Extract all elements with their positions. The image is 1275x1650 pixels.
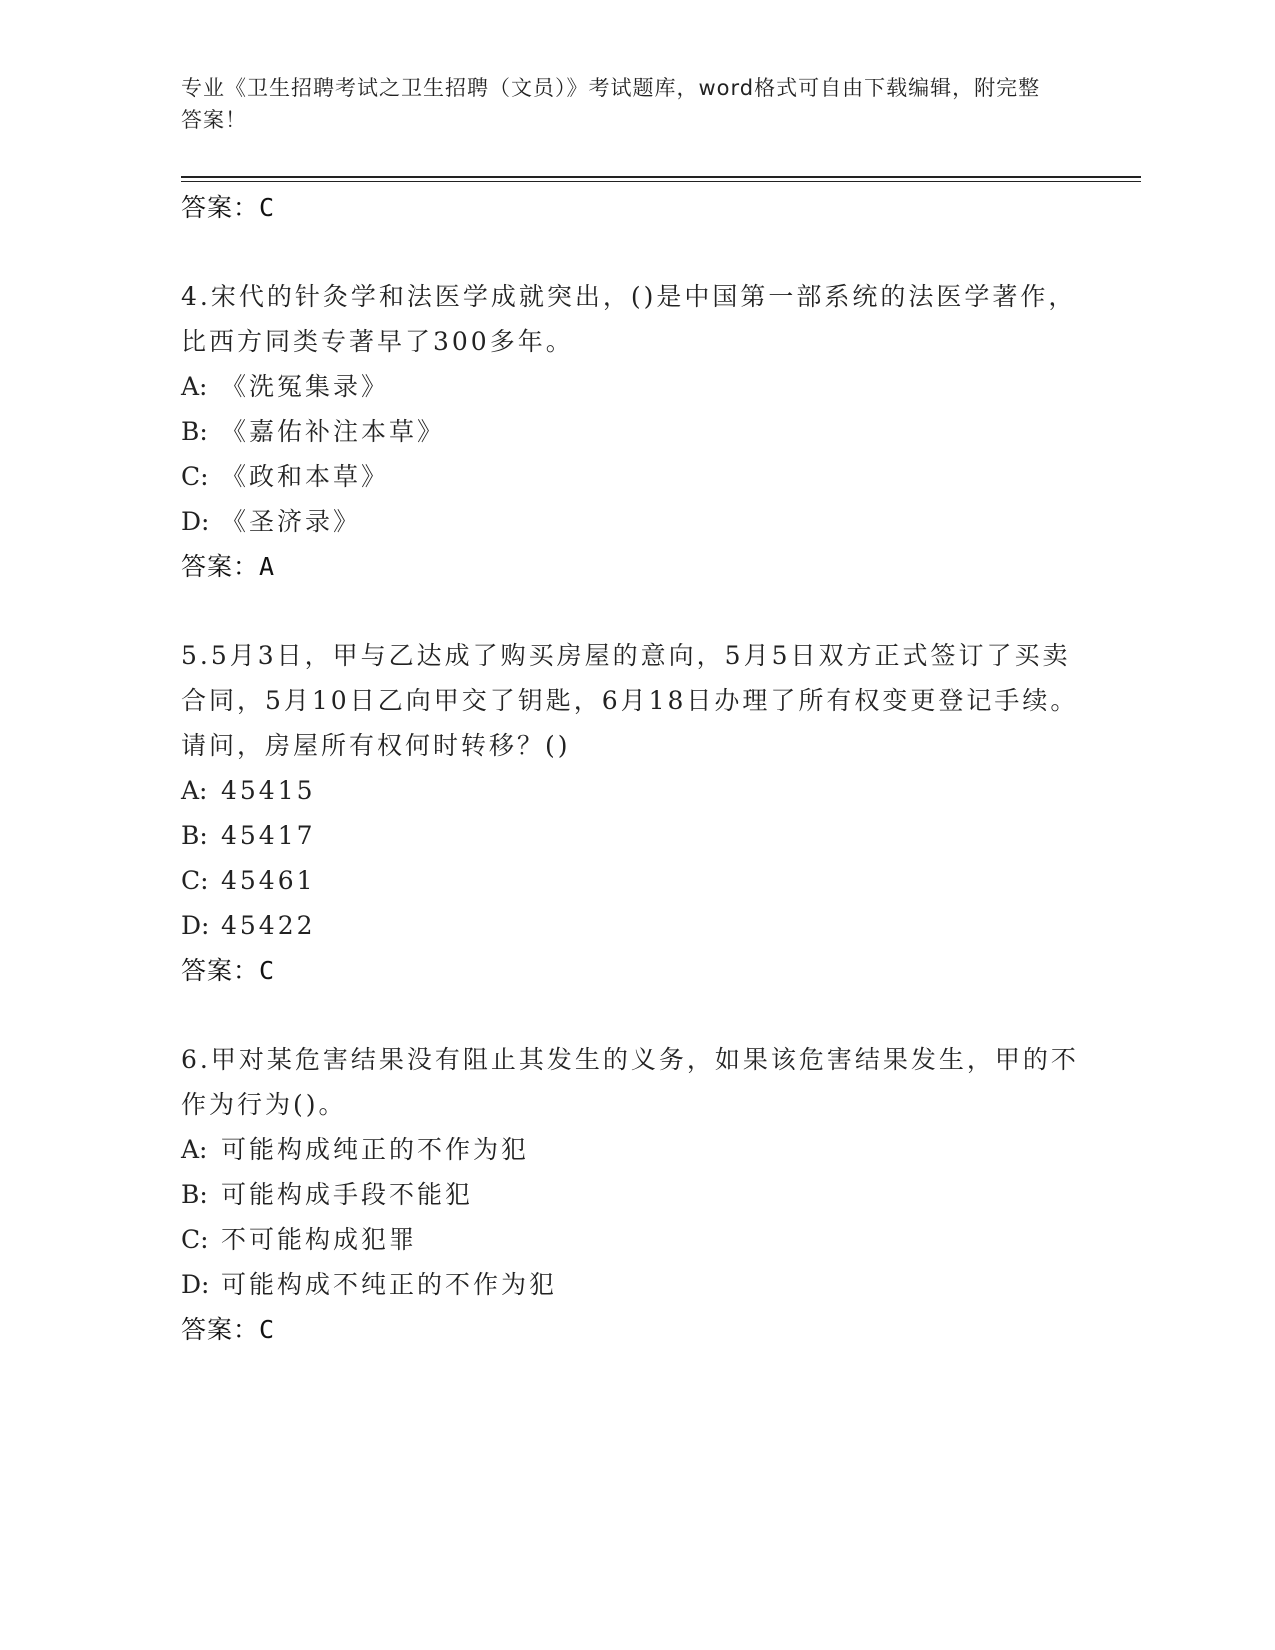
answer-line (181, 1307, 1081, 1352)
option-b (181, 1172, 1081, 1217)
option-c (181, 858, 1081, 903)
option-d (181, 1262, 1081, 1307)
option-text: 可能构成手段不能犯 (221, 1180, 474, 1209)
spacer (181, 230, 1081, 274)
question-stem: 5.5月3日，甲与乙达成了购买房屋的意向，5月5日双方正式签订了买卖合同，5月10日乙向甲交了钥匙，6月18日办理了所有权变更登记手续。请问，房屋所有权何时转移？() (181, 641, 1079, 760)
option-a (181, 1127, 1081, 1172)
option-key: B: (181, 1180, 208, 1209)
option-key: C: (181, 866, 209, 895)
answer-value: A (259, 552, 276, 581)
option-text: 《嘉佑补注本草》 (221, 417, 446, 446)
option-key: C: (181, 1225, 209, 1254)
answer-label: 答案： (181, 193, 260, 222)
question-block (181, 274, 1081, 589)
answer-value: C (259, 1315, 276, 1344)
answer-label: 答案： (181, 1315, 260, 1344)
option-c (181, 454, 1081, 499)
option-text: 《洗冤集录》 (221, 372, 390, 401)
answer-line (181, 185, 1081, 230)
option-text: 45415 (221, 776, 316, 805)
option-b (181, 409, 1081, 454)
option-key: C: (181, 462, 209, 491)
header-divider-thick (181, 176, 1141, 178)
option-a (181, 364, 1081, 409)
option-text: 《圣济录》 (221, 507, 362, 536)
answer-value: C (259, 193, 276, 222)
answer-line (181, 948, 1081, 993)
document-header: 专业《卫生招聘考试之卫生招聘（文员）》考试题库，word格式可自由下载编辑，附完整答案！ (181, 76, 1041, 132)
answer-label: 答案： (181, 552, 260, 581)
option-text: 45461 (221, 866, 316, 895)
question-block (181, 633, 1081, 993)
option-key: D: (181, 911, 210, 940)
question-stem: 4.宋代的针灸学和法医学成就突出，()是中国第一部系统的法医学著作，比西方同类专著早了300多年。 (181, 282, 1077, 356)
question-list (181, 185, 1081, 1352)
option-key: D: (181, 507, 210, 536)
option-d (181, 499, 1081, 544)
option-text: 《政和本草》 (221, 462, 390, 491)
spacer (181, 993, 1081, 1037)
option-c (181, 1217, 1081, 1262)
option-text: 45417 (221, 821, 316, 850)
option-key: B: (181, 417, 208, 446)
question-stem: 6.甲对某危害结果没有阻止其发生的义务，如果该危害结果发生，甲的不作为行为()。 (181, 1045, 1079, 1119)
option-d (181, 903, 1081, 948)
option-text: 可能构成不纯正的不作为犯 (221, 1270, 558, 1299)
option-text: 可能构成纯正的不作为犯 (221, 1135, 530, 1164)
spacer (181, 589, 1081, 633)
option-key: D: (181, 1270, 210, 1299)
option-key: A: (181, 1135, 208, 1164)
answer-label: 答案： (181, 956, 260, 985)
option-key: A: (181, 776, 208, 805)
question-block (181, 1037, 1081, 1352)
header-divider-thin (181, 181, 1141, 182)
option-text: 不可能构成犯罪 (221, 1225, 418, 1254)
option-a (181, 768, 1081, 813)
answer-value: C (259, 956, 276, 985)
option-text: 45422 (221, 911, 316, 940)
option-key: B: (181, 821, 208, 850)
option-b (181, 813, 1081, 858)
answer-line (181, 544, 1081, 589)
option-key: A: (181, 372, 208, 401)
